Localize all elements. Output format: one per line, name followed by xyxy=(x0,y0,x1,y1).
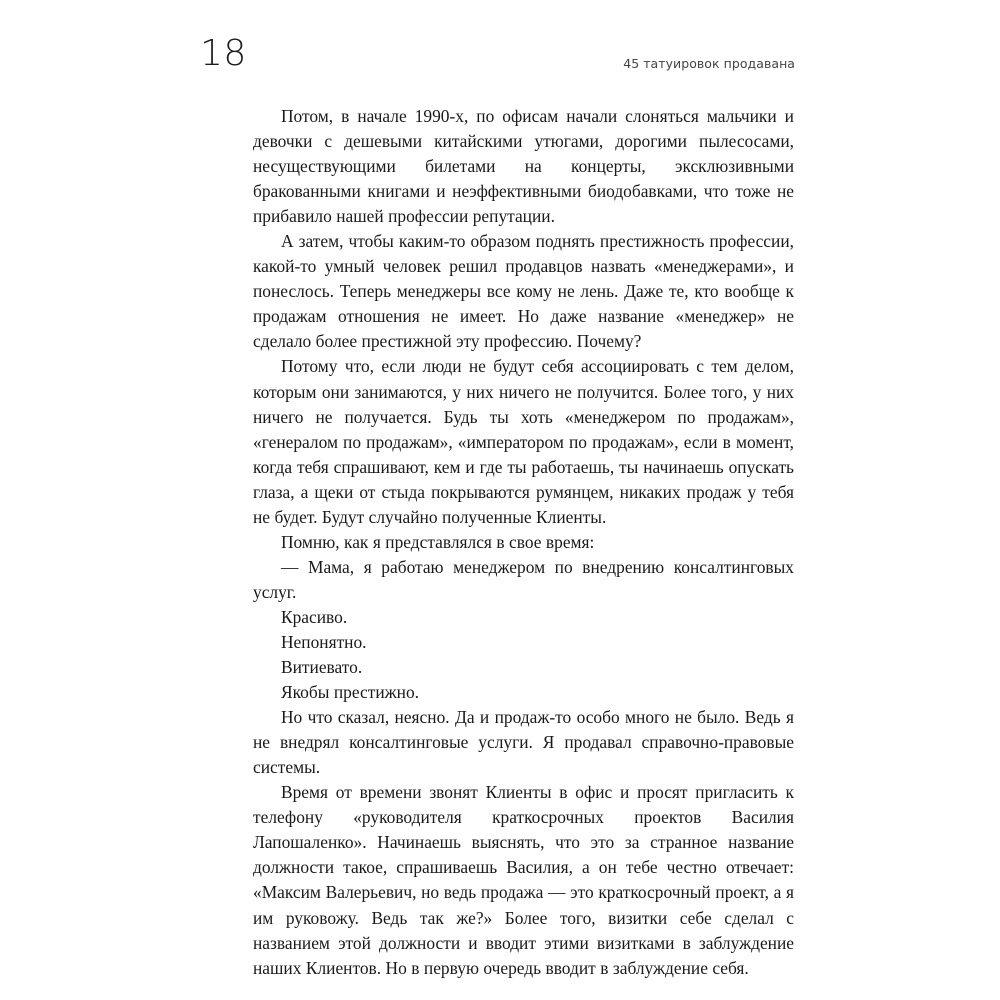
page-header xyxy=(200,33,795,82)
body-paragraph: — Мама, я работаю менеджером по внедрению консалтинговых услуг. xyxy=(253,556,794,602)
running-head-title: 45 татуировок продавана xyxy=(623,56,795,71)
body-paragraph: Но что сказал, неясно. Да и продаж-то особо много не было. Ведь я не внедрял консалтинговые услуги. Я продавал справочно-правовые системы. xyxy=(253,707,794,778)
body-paragraph: Потом, в начале 1990-х, по офисам начали слоняться мальчики и девочки с дешевыми китайскими утюгами, дорогими пылесосами, несуществующими билетами на концерты, эксклюзивными бракованными книгами и неэффективными биодобавками, что тоже не прибавило нашей профессии репутации. xyxy=(253,106,794,227)
body-text-column xyxy=(253,104,794,981)
body-paragraph: А затем, чтобы каким-то образом поднять престижность профессии, какой-то умный человек решил продавцов назвать «менеджерами», и понеслось. Теперь менеджеры все кому не лень. Даже те, кто вообще к продажам отношения не имеет. Но даже название «менеджер» не сделало более престижной эту профессию. Почему? xyxy=(253,231,794,352)
body-paragraph: Помню, как я представлялся в свое время: xyxy=(281,531,595,552)
body-paragraph: Время от времени звонят Клиенты в офис и просят пригласить к телефону «руководителя краткосрочных проектов Василия Лапошаленко». Начинаешь выяснять, что это за странное название должности такое, спрашиваешь Василия, а он тебе честно отвечает: «Максим Валерьевич, но ведь продажа — это краткосрочный проект, а я им руковожу. Ведь так же?» Более того, визитки себе сделал с названием этой должности и вводит этими визитками в заблуждение наших Клиентов. Но в первую очередь вводит в заблуждение себя. xyxy=(253,782,794,978)
page-number: 18 xyxy=(200,33,247,74)
body-paragraph: Потому что, если люди не будут себя ассоциировать с тем делом, которым они занимаются, у них ничего не получится. Более того, у них ничего не получается. Будь ты хоть «менеджером по продажам», «генералом по продажам», «императором по продажам», если в момент, когда тебя спрашивают, кем и где ты работаешь, ты начинаешь опускать глаза, а щеки от стыда покрываются румянцем, никаких продаж у тебя не будет. Будут случайно полученные Клиенты. xyxy=(253,356,794,527)
body-paragraph: Витиевато. xyxy=(281,657,363,678)
body-paragraph: Якобы престижно. xyxy=(281,682,419,703)
body-paragraph: Красиво. xyxy=(281,606,348,627)
body-paragraph: Непонятно. xyxy=(281,631,367,652)
